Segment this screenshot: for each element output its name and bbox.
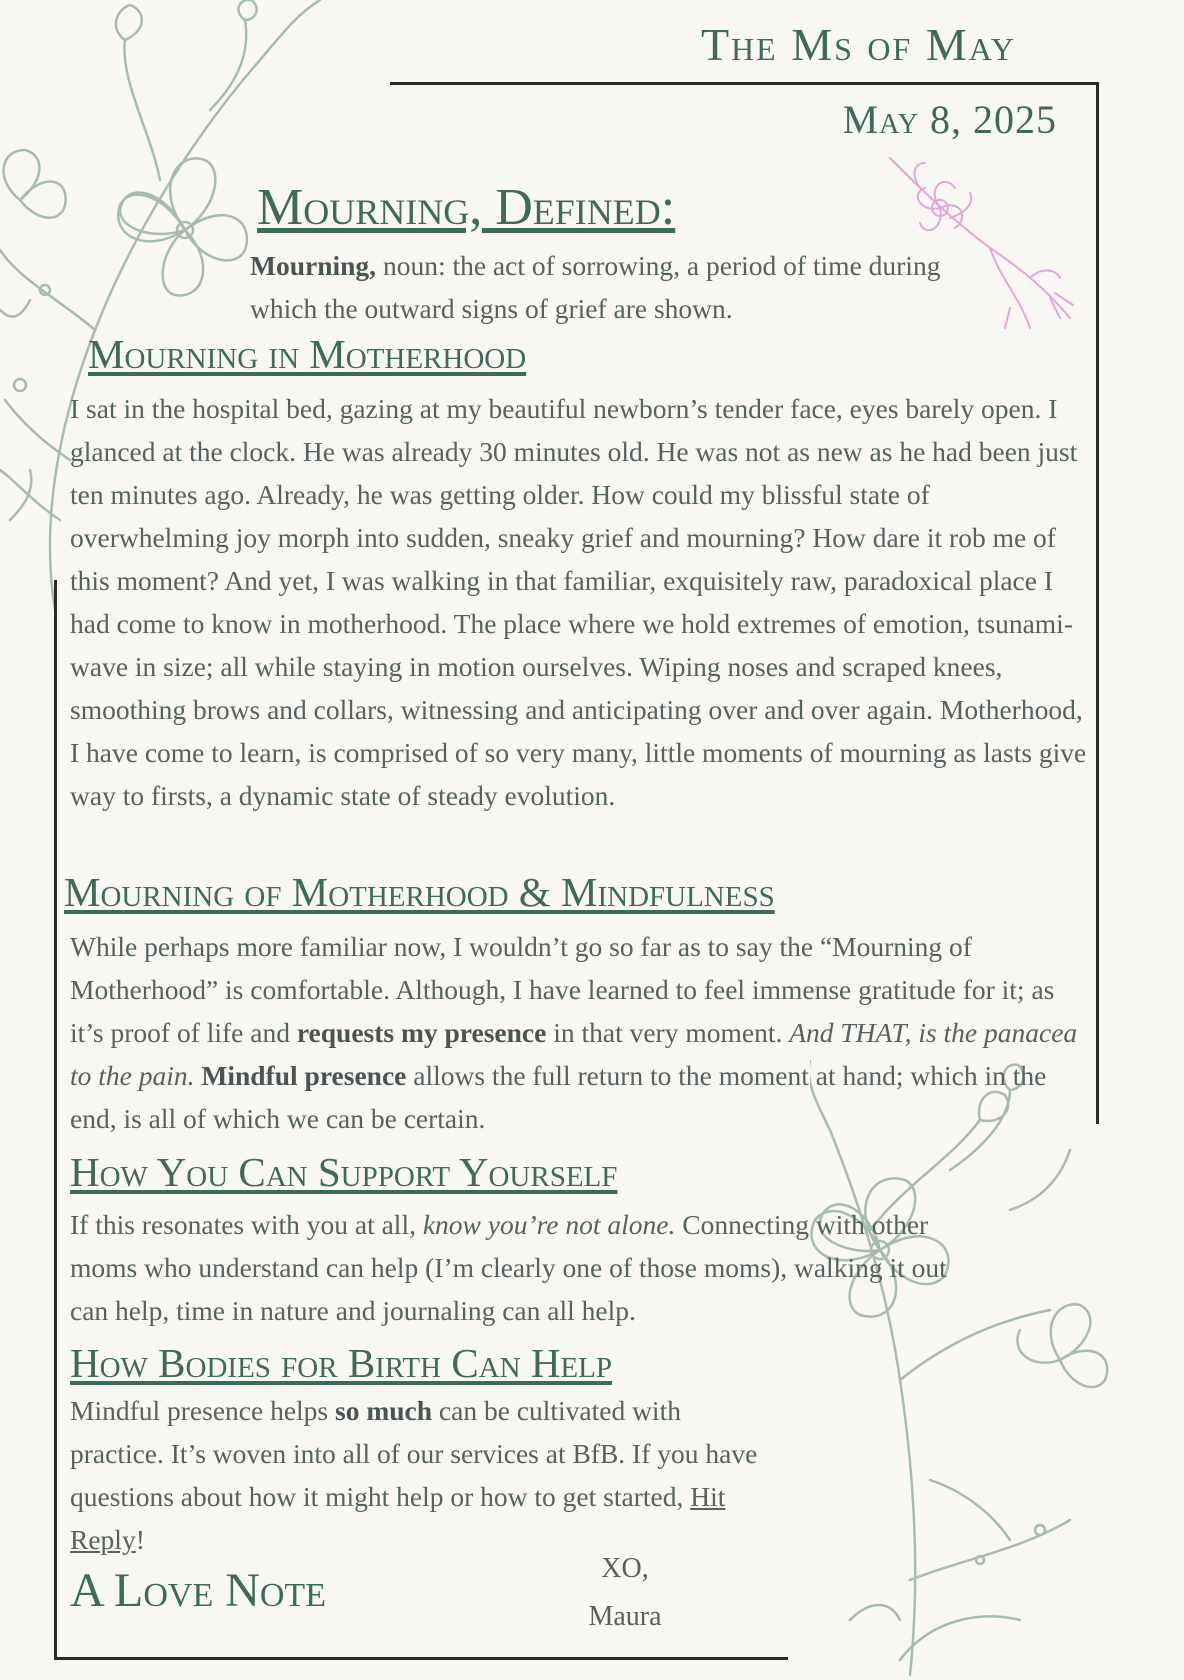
- definition-paragraph: [250, 244, 970, 330]
- hit-reply-link[interactable]: Hit Reply: [70, 1481, 726, 1555]
- love-note-heading: A Love Note: [70, 1564, 326, 1617]
- top-rule: [390, 82, 1098, 85]
- mindfulness-italic-1: And THAT, is the panacea to the pain.: [70, 1017, 1078, 1091]
- bfb-text-2: can be cultivated with practice. It’s woven into all of our services at BfB. If you have questions about how it might help or how to get started,: [70, 1395, 758, 1512]
- newsletter-title: The Ms of May: [700, 19, 1016, 70]
- section-heading-support: How You Can Support Yourself: [70, 1149, 618, 1195]
- support-text-2: Connecting with other moms who understand can help (I’m clearly one of those moms), walking it out can help, time in nature and journaling can all help.: [70, 1209, 947, 1326]
- section-heading-bfb: How Bodies for Birth Can Help: [70, 1340, 612, 1386]
- section-heading-motherhood: Mourning in Motherhood: [88, 331, 527, 377]
- support-paragraph: [70, 1203, 970, 1332]
- mindfulness-bold-1: requests my presence: [296, 1017, 547, 1048]
- section-heading-mindfulness: Mourning of Motherhood & Mindfulness: [64, 869, 775, 915]
- support-text-1: If this resonates with you at all,: [70, 1209, 423, 1240]
- definition-text: noun: the act of sorrowing, a period of time during which the outward signs of grief are shown.: [250, 250, 941, 324]
- mindfulness-text-2: in that very moment.: [546, 1017, 790, 1048]
- motherhood-paragraph: I sat in the hospital bed, gazing at my beautiful newborn’s tender face, eyes barely open. I glanced at the clock. He was already 30 minutes old. He was not as new as he had been just ten minutes ago. Already, he was getting older. How could my blissful state of overwhelming joy morph into sudden, sneaky grief and mourning? How dare it rob me of this moment? And yet, I was walking in that familiar, exquisitely raw, paradoxical place I had come to know in motherhood. The place where we hold extremes of emotion, tsunami-wave in size; all while staying in motion ourselves. Wiping noses and scraped knees, smoothing brows and collars, witnessing and anticipating over and over again. Motherhood, I have come to learn, is comprised of so very many, little moments of mourning as lasts give way to firsts, a dynamic state of steady evolution.: [70, 393, 1087, 811]
- mindfulness-paragraph: [70, 925, 1090, 1140]
- right-frame-line: [1096, 82, 1099, 1124]
- floral-bottom-right-illustration: [810, 1060, 1170, 1680]
- support-italic-1: know you’re not alone.: [422, 1209, 676, 1240]
- mindfulness-text-4: allows the full return to the moment at hand; which in the end, is all of which we can be certain.: [70, 1060, 1047, 1134]
- bfb-text-3: !: [135, 1524, 145, 1555]
- mindfulness-text-1: While perhaps more familiar now, I wouldn’t go so far as to say the “Mourning of Motherhood” is comfortable. Although, I have learned to feel immense gratitude for it; as it’s proof of life and: [70, 931, 1055, 1048]
- left-frame-line: [54, 580, 57, 1660]
- mindfulness-bold-2: Mindful presence: [201, 1060, 407, 1091]
- signoff-xo: XO,: [601, 1553, 649, 1584]
- bfb-text-1: Mindful presence helps: [70, 1395, 335, 1426]
- signoff: [560, 1545, 690, 1641]
- issue-date: May 8, 2025: [842, 97, 1057, 142]
- definition-term: Mourning,: [250, 250, 377, 281]
- section-heading-definition: Mourning, Defined:: [257, 179, 676, 236]
- bfb-bold-1: so much: [335, 1395, 433, 1426]
- bfb-paragraph: [70, 1389, 770, 1561]
- bottom-rule: [54, 1657, 788, 1660]
- signoff-name: Maura: [588, 1601, 662, 1632]
